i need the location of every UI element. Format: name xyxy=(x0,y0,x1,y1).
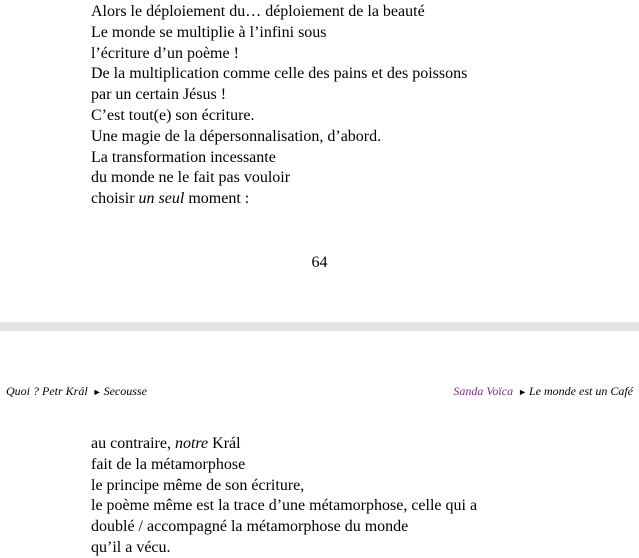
emphasis-text: un seul xyxy=(138,190,185,208)
poem-line: De la multiplication comme celle des pains et des poissons xyxy=(91,65,468,83)
poem-line: qu’il a vécu. xyxy=(91,538,171,556)
triangle-arrow-icon: ► xyxy=(92,387,102,397)
poem-line: l’écriture d’un poème ! xyxy=(91,44,239,62)
header-section: Secousse xyxy=(103,384,147,398)
poem-line: du monde ne le fait pas vouloir xyxy=(91,169,291,187)
header-magazine: Le monde est un Café xyxy=(529,384,633,398)
header-left xyxy=(6,383,147,400)
poem-excerpt-bottom xyxy=(91,434,477,558)
triangle-arrow-icon: ► xyxy=(518,387,527,397)
text-segment: au contraire, xyxy=(91,435,175,452)
page-separator xyxy=(0,322,639,331)
poem-line: C’est tout(e) son écriture. xyxy=(91,106,255,124)
text-segment: choisir xyxy=(91,190,139,208)
poem-line: par un certain Jésus ! xyxy=(91,86,227,104)
emphasis-text: notre xyxy=(174,435,209,452)
poem-line: Le monde se multiplie à l’infini sous xyxy=(91,23,327,41)
poem-line: le principe même de son écriture, xyxy=(91,476,305,494)
poem-line: le poème même est la trace d’une métamorphose, celle qui a xyxy=(91,497,478,515)
header-right xyxy=(453,383,633,400)
header-author: Sanda Voïca xyxy=(453,384,514,398)
running-header xyxy=(6,383,633,399)
poem-line: La transformation incessante xyxy=(91,148,276,166)
poem-line: doublé / accompagné la métamorphose du monde xyxy=(91,518,409,536)
document-page-bottom xyxy=(0,331,639,558)
text-segment: Král xyxy=(208,435,241,452)
poem-excerpt-top xyxy=(91,2,467,210)
poem-line: Une magie de la dépersonnalisation, d’abord. xyxy=(91,127,382,145)
poem-line: fait de la métamorphose xyxy=(91,455,246,473)
header-book-title: Quoi ? Petr Král xyxy=(6,384,88,398)
poem-line: Alors le déploiement du… déploiement de la beauté xyxy=(91,3,425,20)
page-number: 64 xyxy=(311,254,328,271)
text-segment: moment : xyxy=(184,190,250,208)
poem-line-last xyxy=(91,189,467,210)
poem-line-first xyxy=(91,434,477,455)
